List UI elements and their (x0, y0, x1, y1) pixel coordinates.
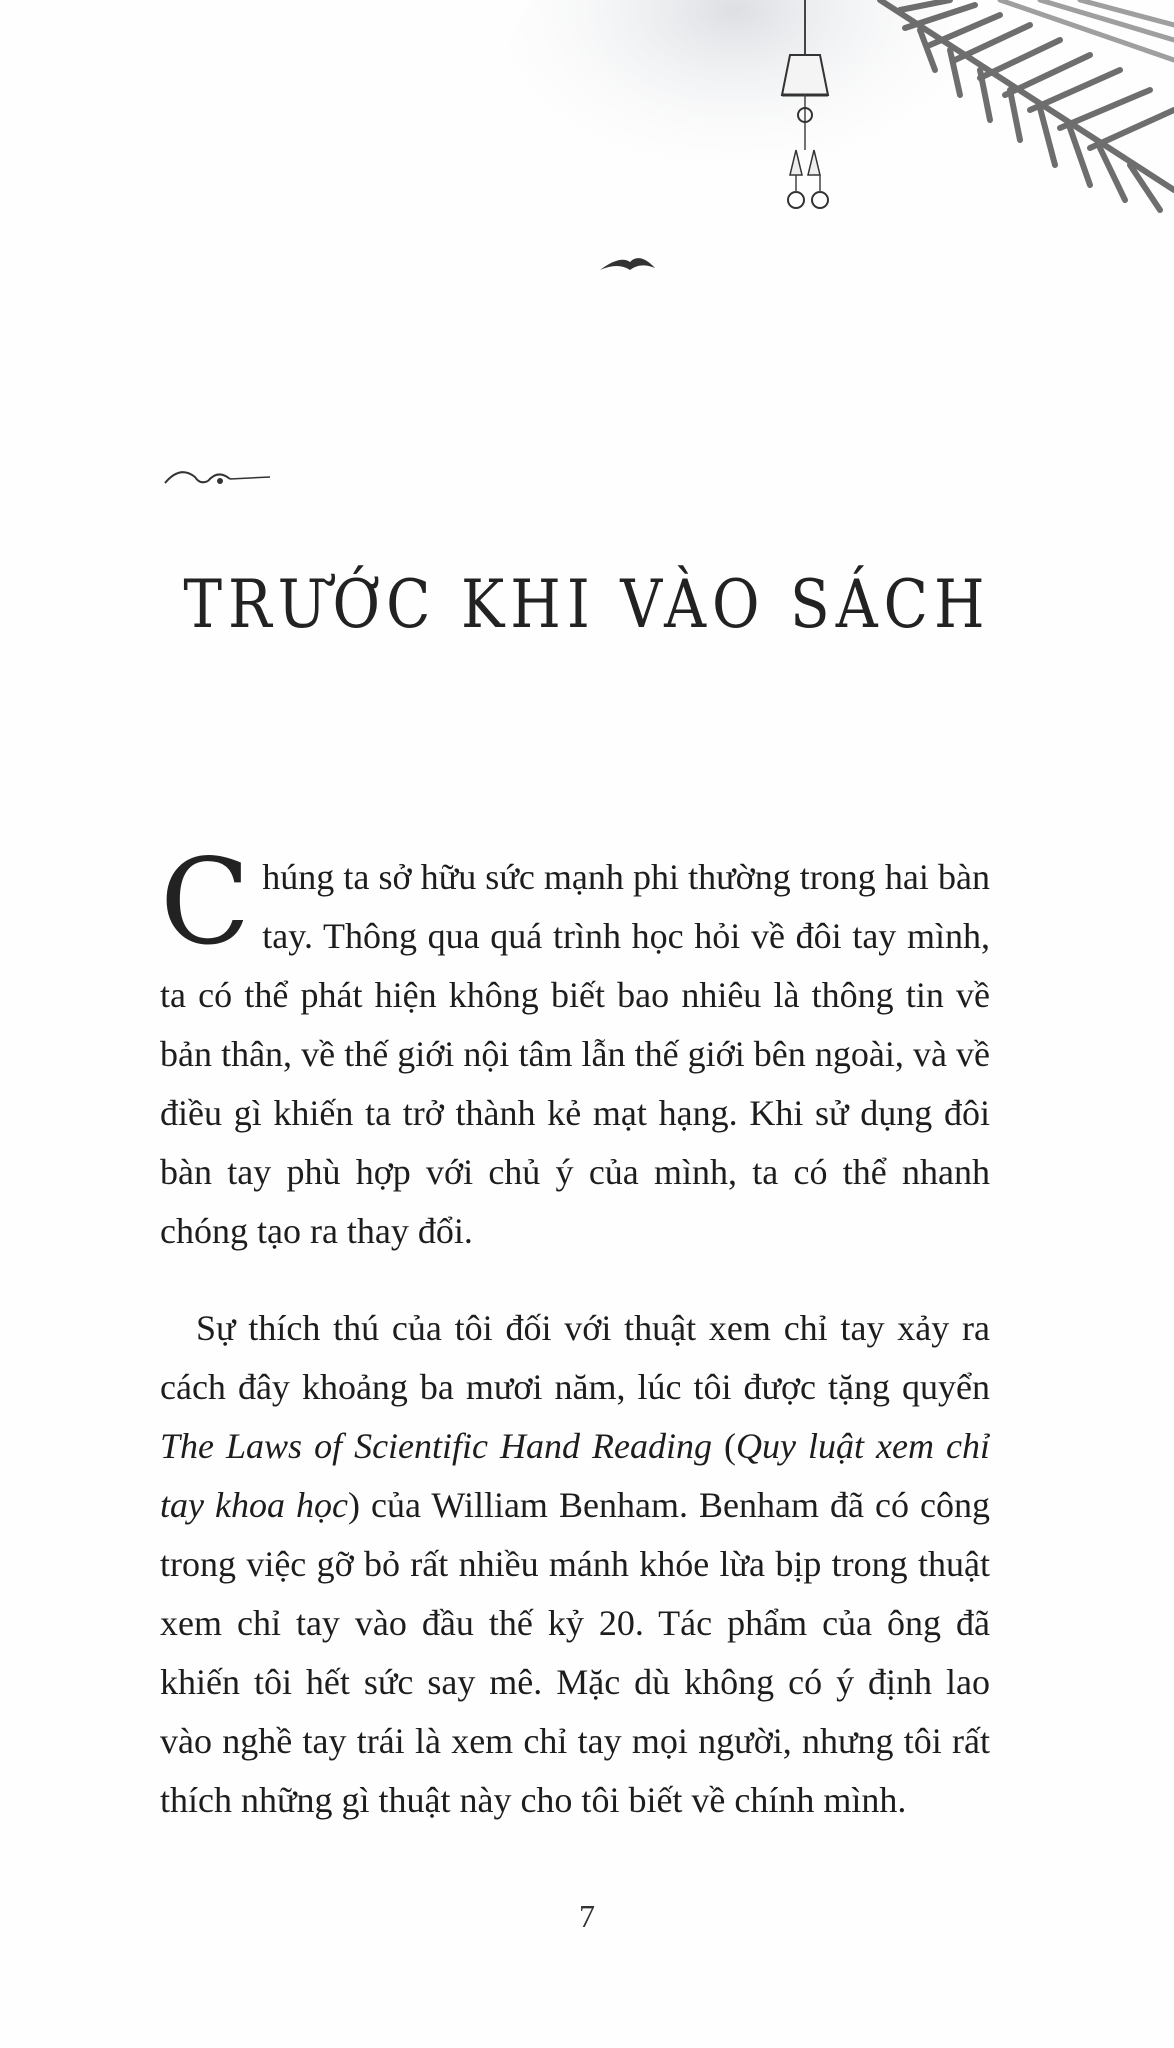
paragraph-2-open-paren: ( (712, 1426, 737, 1466)
page-number: 7 (579, 1898, 595, 1934)
paragraph-1 (160, 833, 990, 1261)
paragraph-2-text-before: Sự thích thú của tôi đối với thuật xem chỉ tay xảy ra cách đây khoảng ba mươi năm, lúc tôi được tặng quyển (160, 1308, 990, 1407)
paragraph-2-text-after: ) của William Benham. Benham đã có công trong việc gỡ bỏ rất nhiều mánh khóe lừa bịp trong thuật xem chỉ tay vào đầu thế kỷ 20. Tác phẩm của ông đã khiến tôi hết sức say mê. Mặc dù không có ý định lao vào nghề tay trái là xem chỉ tay mọi người, nhưng tôi rất thích những gì thuật này cho tôi biết về chính mình. (160, 1485, 991, 1820)
paragraph-1-text: húng ta sở hữu sức mạnh phi thường trong hai bàn tay. Thông qua quá trình học hỏi về đôi tay mình, ta có thể phát hiện không biết bao nhiêu là thông tin về bản thân, về thế giới nội tâm lẫn thế giới bên ngoài, và về điều gì khiến ta trở thành kẻ mạt hạng. Khi sử dụng đôi bàn tay phù hợp với chủ ý của mình, ta có thể nhanh chóng tạo ra thay đổi. (160, 857, 990, 1251)
book-title-vietnamese: Quy luật xem chỉ tay khoa học (160, 1426, 990, 1525)
paragraph-2 (160, 1299, 990, 1830)
chapter-title: TRƯỚC KHI VÀO SÁCH (183, 564, 991, 644)
drop-cap: C (160, 833, 251, 971)
book-title: The Laws of Scientific Hand Reading (160, 1426, 713, 1466)
gull-ornament-icon (160, 455, 280, 495)
wind-chime-illustration (0, 0, 1174, 320)
body-text (160, 833, 991, 1830)
